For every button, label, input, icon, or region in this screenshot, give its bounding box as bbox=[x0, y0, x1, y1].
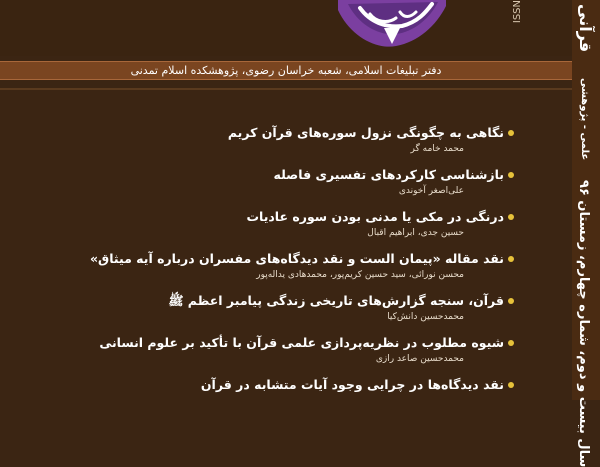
article-title: بازشناسی کارکردهای تفسیری فاصله bbox=[273, 167, 504, 182]
divider bbox=[0, 88, 572, 90]
article-title: شیوه مطلوب در نظریه‌پردازی علمی قرآن با تأکید بر علوم انسانی bbox=[99, 335, 504, 350]
publisher-line: دفتر تبلیغات اسلامی، شعبه خراسان رضوی، پژوهشکده اسلام تمدنی bbox=[130, 64, 442, 77]
article-title: نقد دیدگاه‌ها در چرایی وجود آیات متشابه در قرآن bbox=[200, 377, 504, 392]
article-authors: محمدحسین دانش‌کیا bbox=[387, 312, 464, 322]
bullet-icon bbox=[508, 340, 514, 346]
article-title: نگاهی به چگونگی نزول سوره‌های قرآن کریم bbox=[227, 125, 504, 140]
issn-text: ISSN bbox=[512, 0, 523, 24]
article-authors: علی‌اصغر آخوندی bbox=[398, 186, 464, 196]
bullet-icon bbox=[508, 298, 514, 304]
top-header bbox=[0, 0, 600, 56]
article-title: نقد مقاله «پیمان الست و نقد دیدگاه‌های مفسران درباره آیه میثاق» bbox=[89, 251, 504, 266]
issue-line: سال بیست و دوم، شماره چهارم، زمستان ۹۶ bbox=[576, 180, 591, 467]
bullet-icon bbox=[508, 172, 514, 178]
list-item bbox=[84, 376, 504, 394]
list-item bbox=[84, 124, 504, 156]
bullet-icon bbox=[508, 382, 514, 388]
bullet-icon bbox=[508, 214, 514, 220]
article-authors: محمدحسین صاعد رازی bbox=[375, 354, 464, 364]
side-strip bbox=[572, 0, 600, 467]
article-title: قرآن، سنجه گزارش‌های تاریخی زندگی پیامبر اعظم ﷺ bbox=[168, 293, 504, 308]
article-title: درنگی در مکی یا مدنی بودن سوره عادیات bbox=[246, 209, 504, 224]
article-authors: محمد خامه گر bbox=[410, 144, 464, 154]
list-item bbox=[84, 208, 504, 240]
list-item bbox=[84, 334, 504, 366]
bullet-icon bbox=[508, 256, 514, 262]
journal-logo bbox=[330, 0, 450, 52]
article-list bbox=[84, 124, 504, 404]
list-item bbox=[84, 292, 504, 324]
list-item bbox=[84, 250, 504, 282]
journal-type-label: علمی - پژوهشی bbox=[579, 78, 590, 161]
article-authors: محسن نورائی، سید حسین کریم‌پور، محمدهادی یداله‌پور bbox=[256, 270, 464, 280]
issn-label bbox=[512, 0, 526, 40]
publisher-band bbox=[0, 61, 572, 80]
list-item bbox=[84, 166, 504, 198]
article-authors: حسین جدی، ابراهیم اقبال bbox=[367, 228, 464, 238]
bullet-icon bbox=[508, 130, 514, 136]
journal-name: قرآنی bbox=[576, 4, 595, 53]
